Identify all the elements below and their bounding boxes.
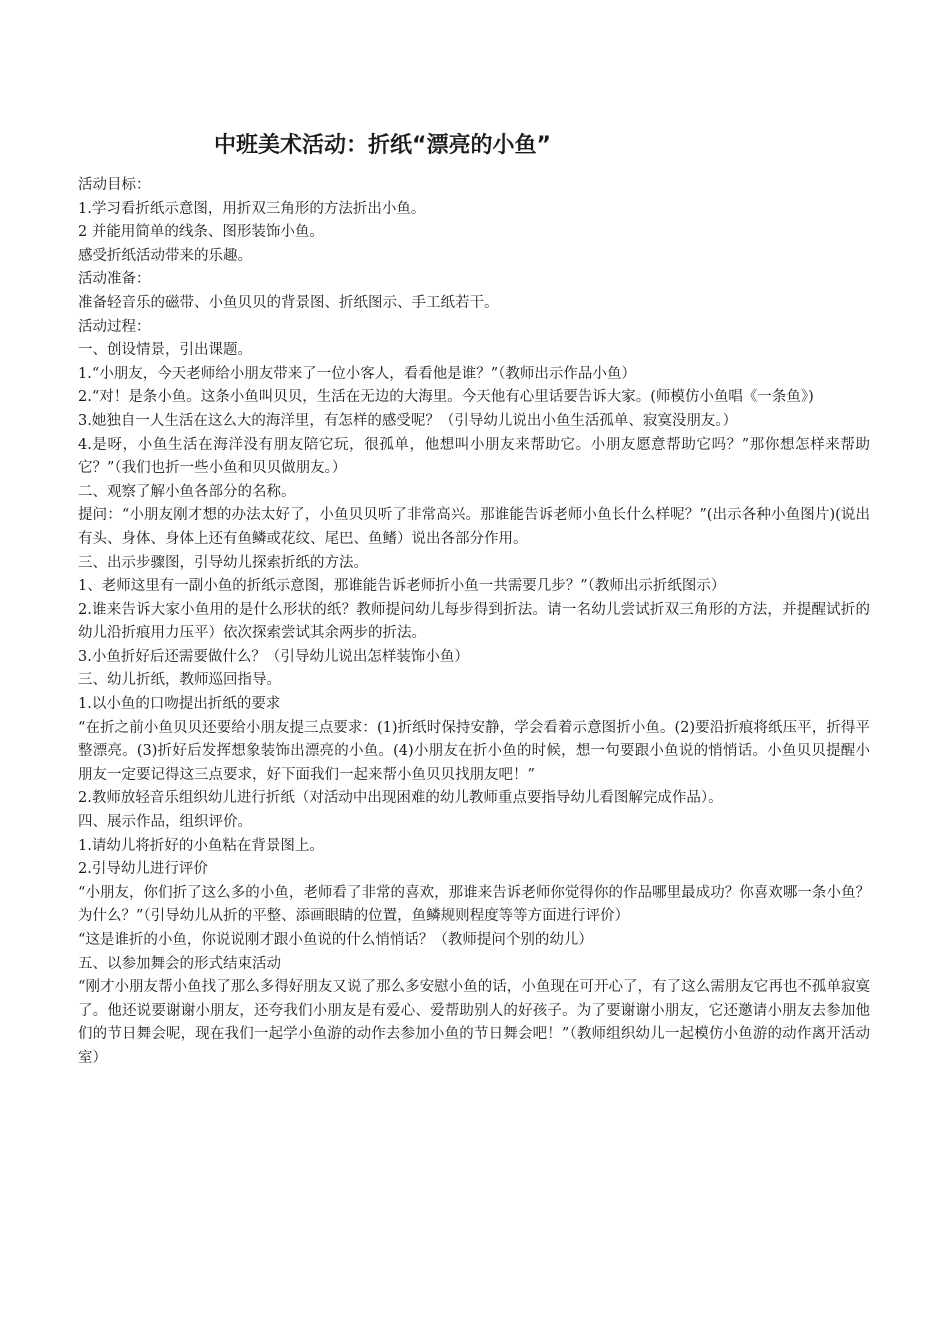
paragraph: 2.谁来告诉大家小鱼用的是什么形状的纸？教师提问幼儿每步得到折法。请一名幼儿尝试折双三角形的方法，并提醒试折的幼儿沿折痕用力压平）依次探索尝试其余两步的折法。 — [78, 601, 870, 642]
paragraph: “小朋友，你们折了这么多的小鱼，老师看了非常的喜欢，那谁来告诉老师你觉得你的作品哪里最成功？你喜欢哪一条小鱼？为什么？”（引导幼儿从折的平整、添画眼睛的位置，鱼鳞规则程度等等方面进行评价） — [78, 884, 870, 925]
list-item: 1.“小朋友，今天老师给小朋友带来了一位小客人，看看他是谁？”（教师出示作品小鱼） — [78, 365, 636, 382]
step-heading: 五、以参加舞会的形式结束活动 — [78, 955, 281, 972]
page-title: 中班美术活动：折纸“漂亮的小鱼” — [214, 133, 551, 158]
list-item: 2 并能用简单的线条、图形装饰小鱼。 — [78, 224, 324, 241]
section-heading: 活动目标： — [78, 177, 151, 193]
list-item: 3.小鱼折好后还需要做什么？（引导幼儿说出怎样装饰小鱼） — [78, 648, 469, 665]
list-item: 2.教师放轻音乐组织幼儿进行折纸（对活动中出现困难的幼儿教师重点要指导幼儿看图解完成作品）。 — [78, 790, 723, 807]
list-item: “这是谁折的小鱼，你说说刚才跟小鱼说的什么悄悄话？（教师提问个别的幼儿） — [78, 932, 593, 948]
list-item: 感受折纸活动带来的乐趣。 — [78, 247, 252, 264]
list-item: 1.以小鱼的口吻提出折纸的要求 — [78, 696, 281, 713]
paragraph: “在折之前小鱼贝贝还要给小朋友提三点要求：(1)折纸时保持安静，学会看着示意图折小鱼。(2)要沿折痕将纸压平，折得平整漂亮。(3)折好后发挥想象装饰出漂亮的小鱼。(4)小朋友在折小鱼的时候，想一句要跟小鱼说的悄悄话。小鱼贝贝提醒小朋友一定要记得这三点要求，好下面我们一起来帮小鱼贝贝找朋友吧！” — [78, 719, 870, 783]
section-heading: 活动准备： — [78, 271, 151, 288]
paragraph: 4.是呀，小鱼生活在海洋没有朋友陪它玩，很孤单，他想叫小朋友来帮助它。小朋友愿意帮助它吗？”那你想怎样来帮助它？”（我们也折一些小鱼和贝贝做朋友。） — [78, 436, 870, 477]
section-heading: 活动过程： — [78, 318, 151, 335]
step-heading: 三、出示步骤图，引导幼儿探索折纸的方法。 — [78, 554, 368, 571]
step-heading: 四、展示作品，组织评价。 — [78, 814, 252, 831]
list-item: 准备轻音乐的磁带、小鱼贝贝的背景图、折纸图示、手工纸若干。 — [78, 294, 499, 311]
list-item: 3.她独自一人生活在这么大的海洋里，有怎样的感受呢？（引导幼儿说出小鱼生活孤单、寂寞没朋友。） — [78, 412, 738, 429]
paragraph: “刚才小朋友帮小鱼找了那么多得好朋友又说了那么多安慰小鱼的话，小鱼现在可开心了，有了这么需朋友它再也不孤单寂寞了。他还说要谢谢小朋友，还夸我们小朋友是有爱心、爱帮助别人的好孩子。为了要谢谢小朋友，它还邀请小朋友去参加他们的节日舞会呢，现在我们一起学小鱼游的动作去参加小鱼的节日舞会吧！”（教师组织幼儿一起模仿小鱼游的动作离开活动室） — [78, 979, 870, 1066]
list-item: 2.引导幼儿进行评价 — [78, 861, 208, 878]
step-heading: 一、创设情景，引出课题。 — [78, 342, 252, 359]
paragraph: 提问：“小朋友刚才想的办法太好了，小鱼贝贝听了非常高兴。那谁能告诉老师小鱼长什么样呢？”(出示各种小鱼图片)(说出有头、身体、身体上还有鱼鳞或花纹、尾巴、鱼鳍）说出各部分作用。 — [78, 507, 870, 547]
list-item: 1.学习看折纸示意图，用折双三角形的方法折出小鱼。 — [78, 200, 426, 217]
list-item: 1、老师这里有一副小鱼的折纸示意图，那谁能告诉老师折小鱼一共需要几步？”（教师出示折纸图示） — [78, 578, 726, 595]
paragraph: 2.“对！是条小鱼。这条小鱼叫贝贝，生活在无边的大海里。今天他有心里话要告诉大家。(师模仿小鱼唱《一条鱼》) — [78, 389, 814, 406]
step-heading: 二、观察了解小鱼各部分的名称。 — [78, 483, 296, 500]
step-heading: 三、幼儿折纸，教师巡回指导。 — [78, 672, 281, 689]
list-item: 1.请幼儿将折好的小鱼粘在背景图上。 — [78, 837, 324, 854]
document-body — [78, 174, 870, 1071]
